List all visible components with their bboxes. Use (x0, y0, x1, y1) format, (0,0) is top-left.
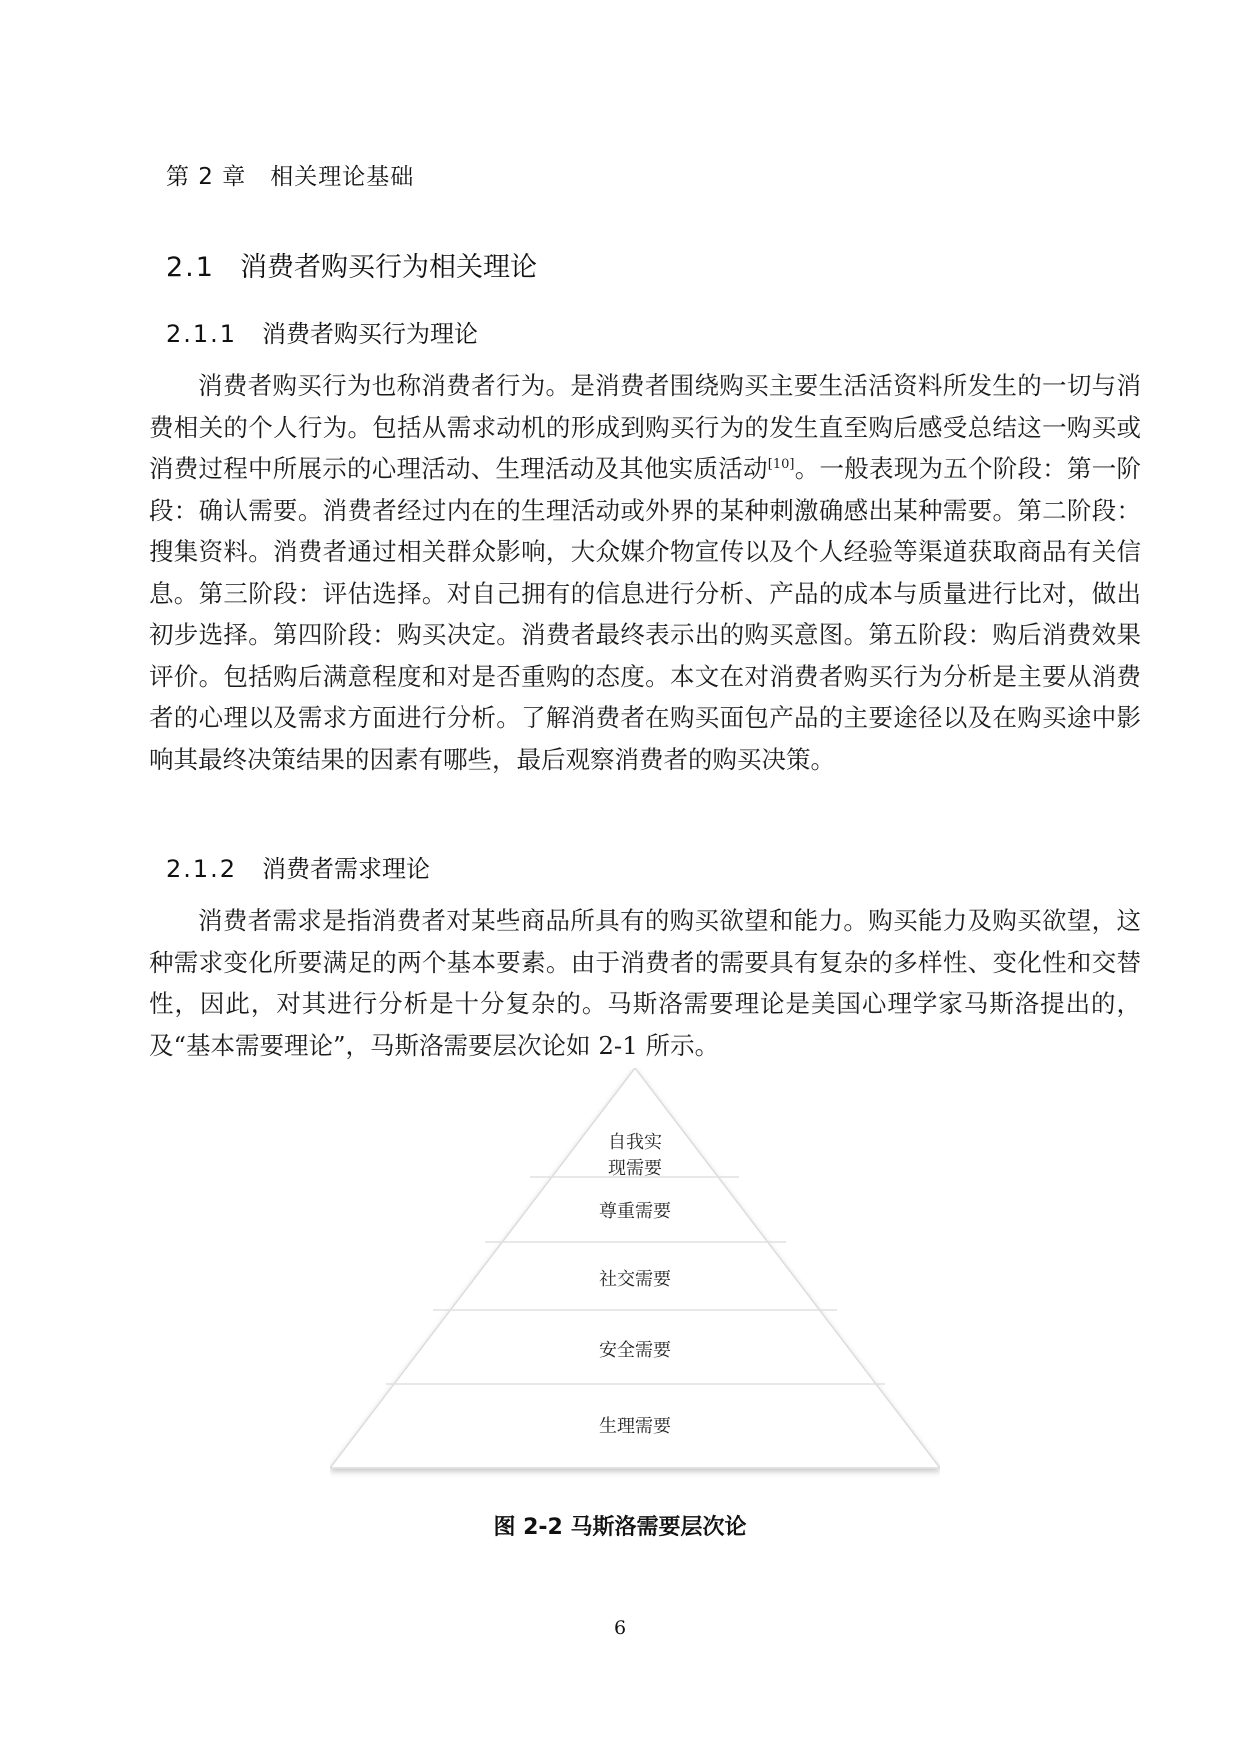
subsection-number: 2.1.1 (166, 320, 238, 348)
subsection-number: 2.1.2 (166, 855, 238, 883)
pyramid-level-safety: 安全需要 (599, 1340, 671, 1361)
subsection-title: 消费者需求理论 (262, 855, 430, 883)
section-title: 消费者购买行为相关理论 (240, 252, 537, 283)
paragraph-consumer-behavior (149, 365, 1141, 780)
pyramid-level-social: 社交需要 (599, 1269, 671, 1290)
pyramid-level-self-actualization (585, 1130, 685, 1182)
section-2-1-heading (166, 245, 537, 284)
paragraph-text-part-1: 消费者购买行为也称消费者行为。是消费者围绕购买主要生活活资料所发生的一切与消费相关的个人行为。包括从需求动机的形成到购买行为的发生直至购后感受总结这一购买或消费过程中所展示的心理活动、生理活动及其他实质活动 (149, 371, 1141, 483)
section-2-1-2-heading (166, 849, 430, 884)
level-label-line: 自我实 (608, 1132, 662, 1153)
maslow-pyramid-figure (330, 1068, 940, 1478)
pyramid-level-physiological: 生理需要 (599, 1416, 671, 1437)
section-number: 2.1 (166, 252, 215, 283)
paragraph-text-part-2: 。一般表现为五个阶段：第一阶段：确认需要。消费者经过内在的生理活动或外界的某种刺激确感出某种需要。第二阶段：搜集资料。消费者通过相关群众影响，大众媒介物宣传以及个人经验等渠道获取商品有关信息。第三阶段：评估选择。对自己拥有的信息进行分析、产品的成本与质量进行比对，做出初步选择。第四阶段：购买决定。消费者最终表示出的购买意图。第五阶段：购后消费效果评价。包括购后满意程度和对是否重购的态度。本文在对消费者购买行为分析是主要从消费者的心理以及需求方面进行分析。了解消费者在购买面包产品的主要途径以及在购买途中影响其最终决策结果的因素有哪些，最后观察消费者的购买决策。 (149, 454, 1142, 774)
chapter-header: 第 2 章 相关理论基础 (166, 164, 415, 190)
level-label-line: 现需要 (608, 1158, 662, 1179)
citation-ref: [10] (767, 456, 795, 472)
paragraph-consumer-demand: 消费者需求是指消费者对某些商品所具有的购买欲望和能力。购买能力及购买欲望，这种需求变化所要满足的两个基本要素。由于消费者的需要具有复杂的多样性、变化性和交替性，因此，对其进行分析是十分复杂的。马斯洛需要理论是美国心理学家马斯洛提出的，及“基本需要理论”，马斯洛需要层次论如 2-1 所示。 (149, 906, 1141, 1060)
page-number: 6 (613, 1617, 627, 1639)
subsection-title: 消费者购买行为理论 (262, 320, 478, 348)
figure-caption: 图 2-2 马斯洛需要层次论 (493, 1515, 747, 1540)
section-2-1-1-heading (166, 314, 478, 349)
pyramid-level-esteem: 尊重需要 (599, 1201, 671, 1222)
